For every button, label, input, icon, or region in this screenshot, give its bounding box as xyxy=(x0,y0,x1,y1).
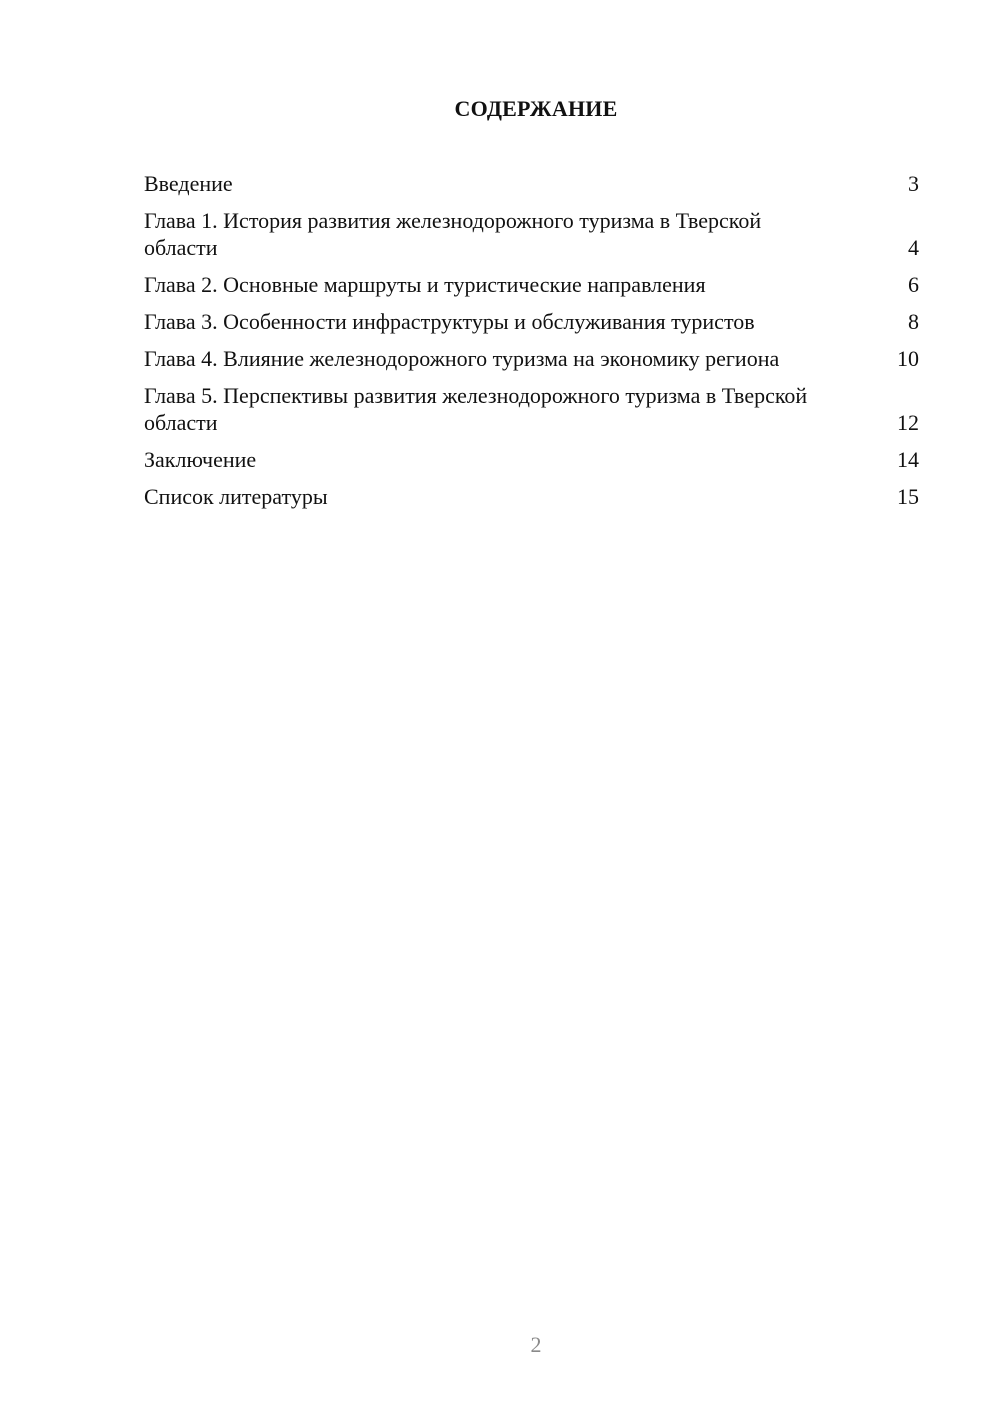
toc-entry-conclusion[interactable] xyxy=(144,446,919,473)
toc-entry-page: 12 xyxy=(897,410,919,435)
toc-entry-introduction[interactable] xyxy=(144,170,919,197)
toc-entry-title: Глава 2. Основные маршруты и туристические направления xyxy=(144,272,706,297)
toc-entry-page: 15 xyxy=(897,484,919,509)
toc-entry-chapter-1[interactable] xyxy=(144,207,919,261)
toc-entry-page: 8 xyxy=(908,309,919,334)
toc-entry-chapter-3[interactable] xyxy=(144,308,919,335)
toc-entry-page: 14 xyxy=(897,447,919,472)
toc-entry-title: Заключение xyxy=(144,447,257,472)
toc-entry-chapter-4[interactable] xyxy=(144,345,919,372)
toc-entry-bibliography[interactable] xyxy=(144,483,919,510)
page-number: 2 xyxy=(530,1332,542,1357)
table-of-contents xyxy=(144,170,919,520)
toc-entry-page: 6 xyxy=(908,272,919,297)
toc-entry-title: Глава 5. Перспективы развития железнодорожного туризма в Тверской области xyxy=(144,383,808,435)
toc-entry-title: Введение xyxy=(144,171,233,196)
toc-entry-title: Глава 4. Влияние железнодорожного туризма на экономику региона xyxy=(144,346,780,371)
page-title: СОДЕРЖАНИЕ xyxy=(454,96,618,121)
toc-entry-page: 3 xyxy=(908,171,919,196)
toc-entry-page: 4 xyxy=(908,235,919,260)
toc-entry-title: Список литературы xyxy=(144,484,328,509)
toc-entry-title: Глава 3. Особенности инфраструктуры и обслуживания туристов xyxy=(144,309,755,334)
toc-entry-title: Глава 1. История развития железнодорожного туризма в Тверской области xyxy=(144,208,762,260)
toc-entry-chapter-2[interactable] xyxy=(144,271,919,298)
toc-entry-page: 10 xyxy=(897,346,919,371)
toc-entry-chapter-5[interactable] xyxy=(144,382,919,436)
